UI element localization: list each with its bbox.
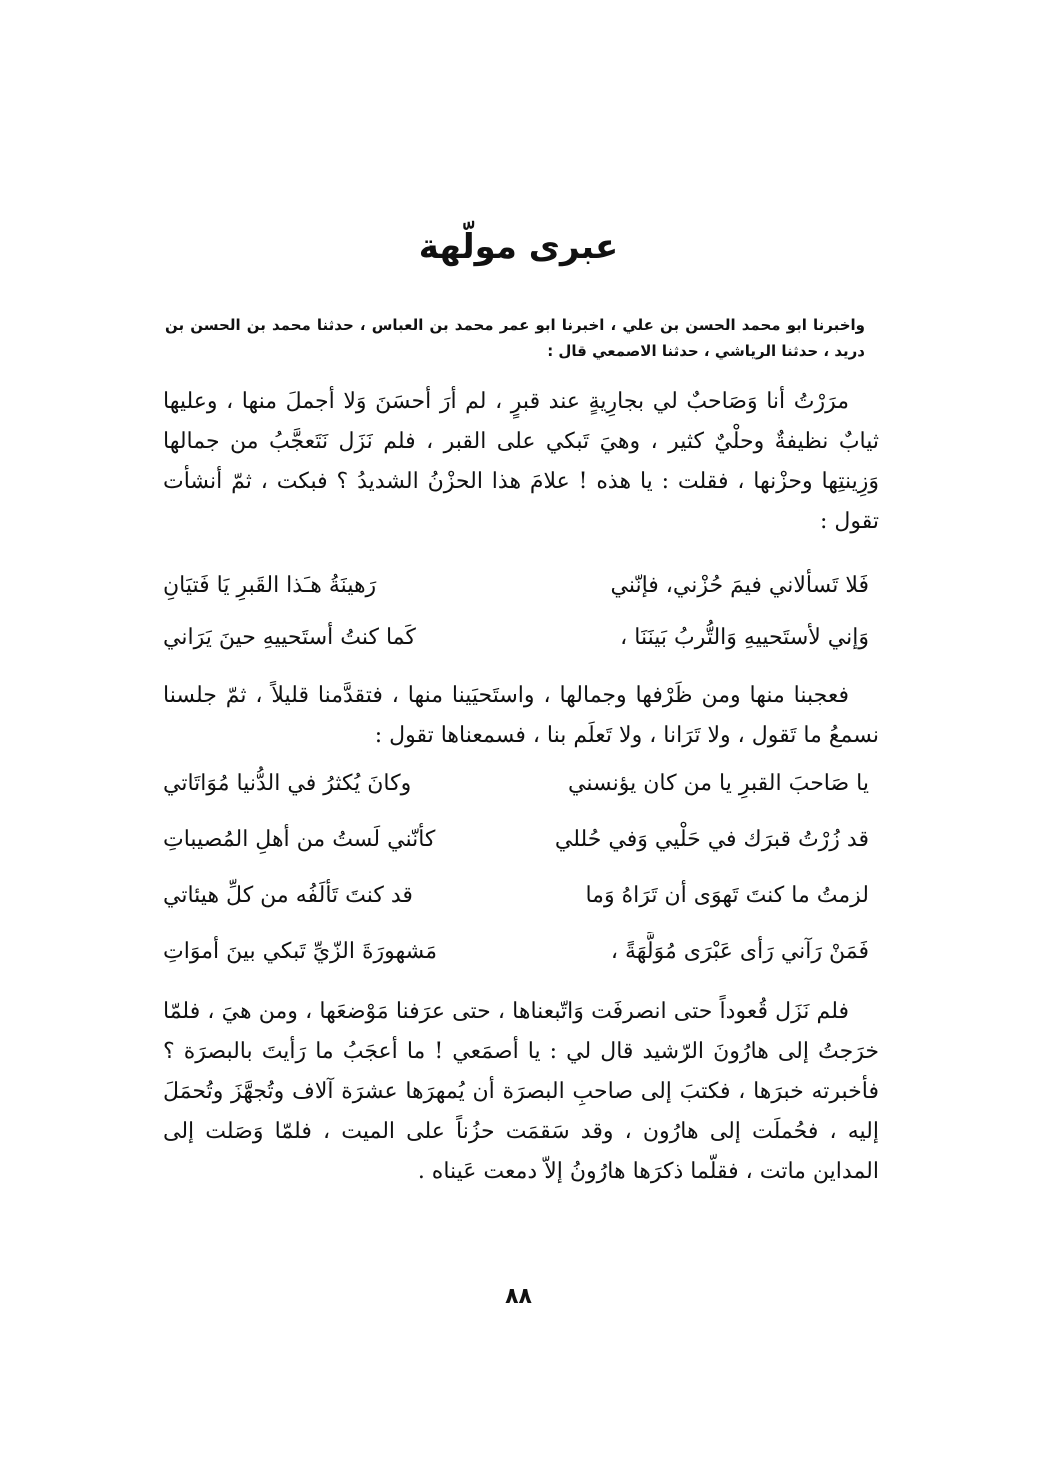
verse-second-hemistich: كأنّني لَستُ من أهلِ المُصيباتِ — [163, 827, 436, 852]
verse-second-hemistich: رَهينَةُ هـَذا القَبرِ يَا فَتيَانِ — [163, 573, 377, 598]
verse-first-hemistich: وَإني لأستَحييهِ وَالتُّربُ بَينَنَا ، — [620, 625, 869, 650]
poem-1 — [163, 566, 869, 670]
paragraph-2: فعجبنا منها ومن ظَرْفها وجمالها ، واستَحيَينا منها ، فتقدَّمنا قليلاً ، ثمّ جلسنا نسمعُ ما تَقول ، ولا تَرَانا ، ولا تَعلَم بنا ، فسمعناها تقول : — [163, 683, 879, 748]
page-title: عبرى مولّهة — [418, 227, 619, 267]
verse-line — [163, 876, 869, 932]
poem-2 — [163, 764, 869, 988]
verse-second-hemistich: وكانَ يُكثرُ في الدُّنيا مُوَاتَاتي — [163, 771, 412, 796]
verse-first-hemistich: لزمتُ ما كنتَ تَهوَى أن تَرَاهُ وَما — [585, 883, 869, 908]
verse-second-hemistich: كَما كنتُ أستَحييهِ حينَ يَرَاني — [163, 625, 416, 650]
paragraph-1: مرَرْتُ أنا وَصَاحبٌ لي بجارِيةٍ عند قبرٍ ، لم أرَ أحسَنَ وَلا أجملَ منها ، وعليها ثيابٌ نظيفةٌ وحلْيٌ كثير ، وهيَ تَبكي على القبر ، فلم نَزَل نَتَعجَّبُ من جمالها وَزِينتِها وحزْنها ، فقلت : يا هذه ! علامَ هذا الحزْنُ الشديدُ ؟ فبكت ، ثمّ أنشأت تقول : — [163, 389, 879, 534]
verse-second-hemistich: قد كنتَ تَألَفُه من كلِّ هيئاتي — [163, 883, 413, 908]
verse-first-hemistich: فَلا تَسألاني فيمَ حُزْني، فإنّني — [610, 573, 869, 598]
verse-second-hemistich: مَشهورَةَ الزّيِّ تَبكي بينَ أموَاتِ — [163, 939, 438, 964]
verse-first-hemistich: قد زُرْتُ قبرَك في حَلْيي وَفي حُللي — [554, 827, 869, 852]
verse-line — [163, 618, 869, 670]
verse-first-hemistich: فَمَنْ رَآني رَأى عَبْرَى مُوَلَّهَةً ، — [610, 939, 869, 964]
chain-of-narration: واخبرنا ابو محمد الحسن بن علي ، اخبرنا ابو عمر محمد بن العباس ، حدثنا محمد بن الحسن بن دريد ، حدثنا الرياشي ، حدثنا الاصمعي قال : — [165, 316, 865, 360]
verse-line — [163, 932, 869, 988]
verse-line — [163, 820, 869, 876]
page-number: ٨٨ — [505, 1284, 532, 1309]
verse-line — [163, 764, 869, 820]
verse-first-hemistich: يا صَاحبَ القبرِ يا من كان يؤنسني — [568, 771, 869, 796]
paragraph-3: فلم نَزَل قُعوداً حتى انصرفَت وَاتّبعناها ، حتى عرَفنا مَوْضعَها ، ومن هيَ ، فلمّا خرَجتُ إلى هارُونَ الرّشيد قال لي : يا أصمَعي ! ما أعجَبُ ما رَأيتَ بالبصرَة ؟ فأخبرته خبرَها ، فكتبَ إلى صاحبِ البصرَة أن يُمهرَها عشرَة آلاف وتُجهَّزَ وتُحمَلَ إليه ، فحُملَت إلى هارُون ، وقد سَقمَت حزُناً على الميت ، فلمّا وَصَلت إلى المداين ماتت ، فقلّما ذكرَها هارُونُ إلاّ دمعت عَيناه . — [163, 999, 879, 1184]
verse-line — [163, 566, 869, 618]
